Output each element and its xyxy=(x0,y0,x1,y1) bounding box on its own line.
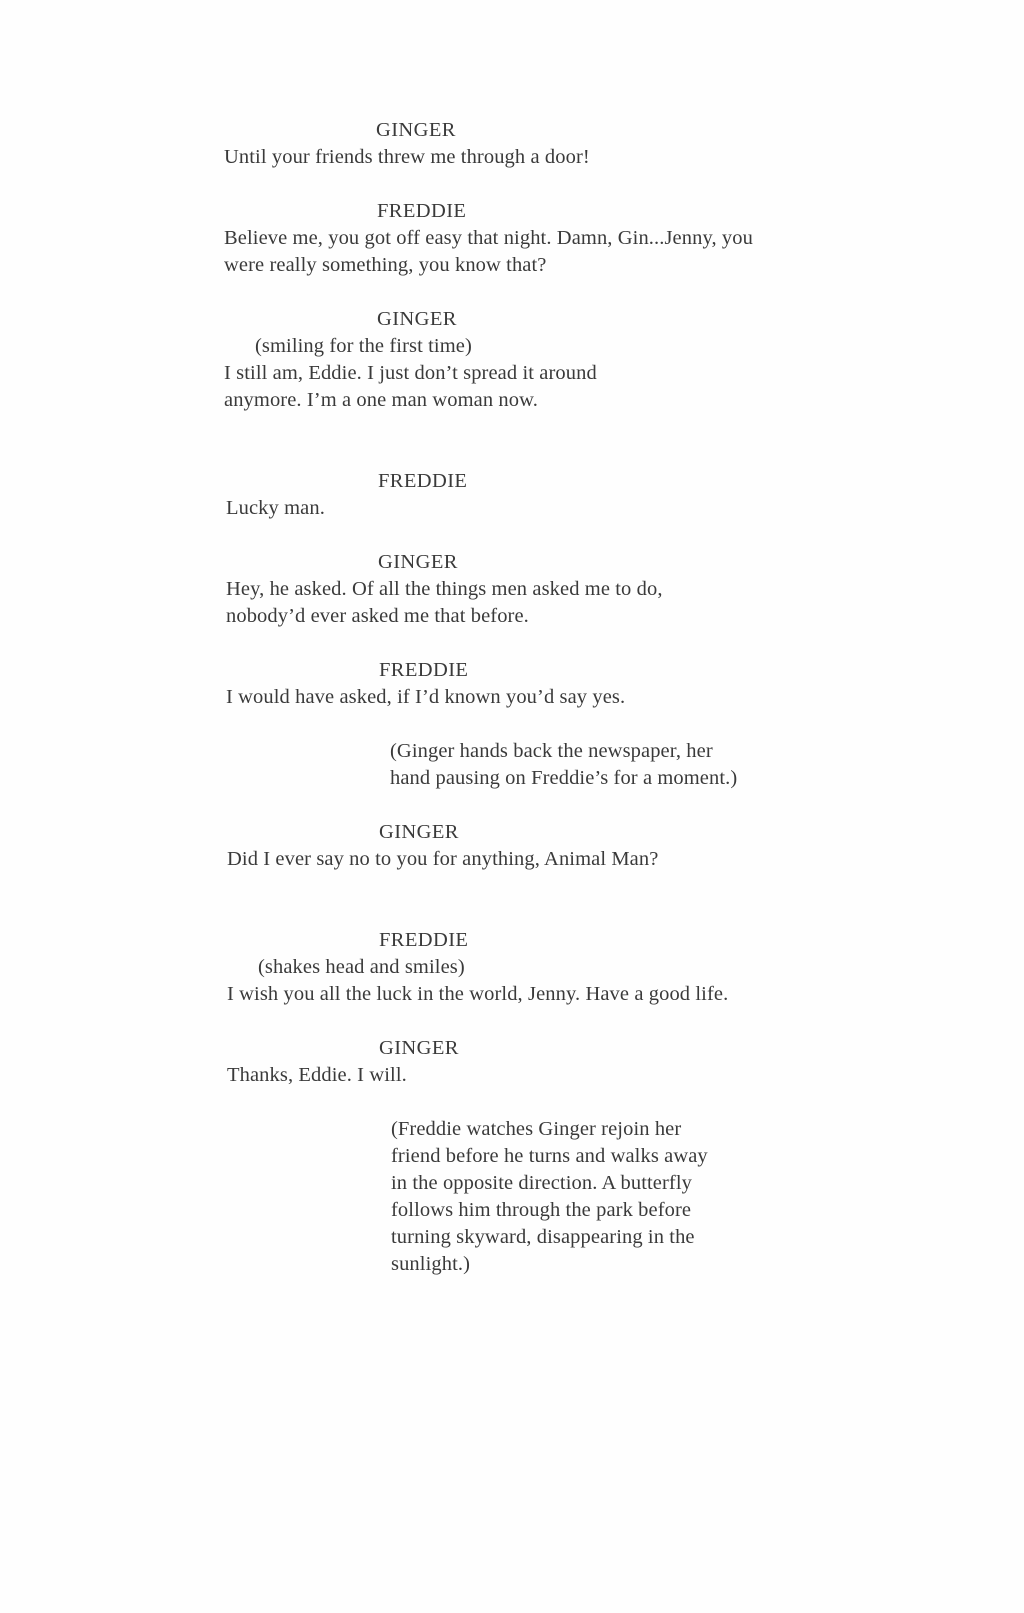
character-name: GINGER xyxy=(379,821,459,843)
parenthetical: (shakes head and smiles) xyxy=(258,956,465,978)
action-line: (Ginger hands back the newspaper, her xyxy=(390,740,713,762)
dialogue-line: anymore. I’m a one man woman now. xyxy=(224,389,538,411)
dialogue-line: I would have asked, if I’d known you’d say yes. xyxy=(226,686,626,708)
action-line: turning skyward, disappearing in the xyxy=(391,1226,695,1248)
dialogue-line: Lucky man. xyxy=(226,497,325,519)
action-line: sunlight.) xyxy=(391,1253,471,1275)
character-name: GINGER xyxy=(377,308,457,330)
dialogue-line: were really something, you know that? xyxy=(224,254,547,276)
character-name: GINGER xyxy=(378,551,458,573)
action-line: follows him through the park before xyxy=(391,1199,692,1221)
action-line: hand pausing on Freddie’s for a moment.) xyxy=(390,767,738,789)
dialogue-line: Thanks, Eddie. I will. xyxy=(227,1064,407,1086)
dialogue-line: Did I ever say no to you for anything, Animal Man? xyxy=(227,848,659,870)
action-line: in the opposite direction. A butterfly xyxy=(391,1172,692,1194)
character-name: FREDDIE xyxy=(379,659,469,681)
character-name: FREDDIE xyxy=(378,470,468,492)
character-name: FREDDIE xyxy=(377,200,467,222)
dialogue-line: Believe me, you got off easy that night. Damn, Gin...Jenny, you xyxy=(224,227,753,249)
character-name: GINGER xyxy=(379,1037,459,1059)
dialogue-line: I still am, Eddie. I just don’t spread it around xyxy=(224,362,597,384)
character-name: GINGER xyxy=(376,119,456,141)
dialogue-line: Until your friends threw me through a door! xyxy=(224,146,590,168)
dialogue-line: I wish you all the luck in the world, Jenny. Have a good life. xyxy=(227,983,729,1005)
action-line: friend before he turns and walks away xyxy=(391,1145,708,1167)
character-name: FREDDIE xyxy=(379,929,469,951)
action-line: (Freddie watches Ginger rejoin her xyxy=(391,1118,682,1140)
parenthetical: (smiling for the first time) xyxy=(255,335,472,357)
dialogue-line: Hey, he asked. Of all the things men asked me to do, xyxy=(226,578,663,600)
dialogue-line: nobody’d ever asked me that before. xyxy=(226,605,529,627)
